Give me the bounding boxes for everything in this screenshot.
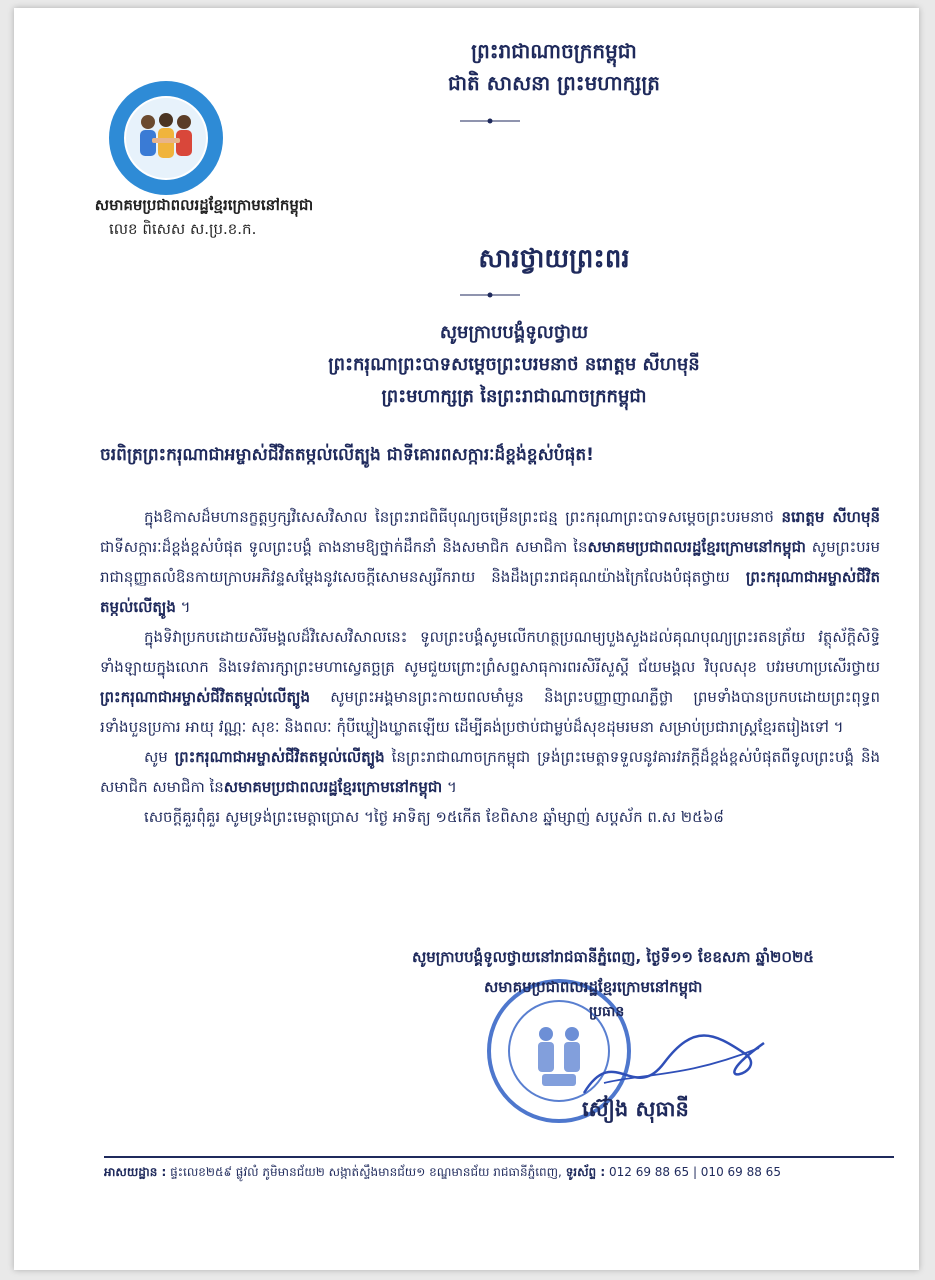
p3-text-b: នៃព្រះរាជាណាចក្រកម្ពុជា ទ្រង់ព្រះមេត្តាទទួលនូវគារវភក្តីដ៏ខ្ពង់ខ្ពស់បំផុតពីទូលព្រះបង្គំ និងសមាជិក សមាជិកា នៃ <box>100 748 880 796</box>
p2-king-title: ព្រះករុណាជាអម្ចាស់ជីវិតតម្កល់លើត្បូង <box>100 688 310 706</box>
national-motto: ជាតិ សាសនា ព្រះមហាក្សត្រ <box>448 71 660 95</box>
p1-king-name: នរោត្តម សីហមុនី <box>781 508 880 526</box>
p3-king-title: ព្រះករុណាជាអម្ចាស់ជីវិតតម្កល់លើត្បូង <box>174 748 385 766</box>
dedication-line-1: សូមក្រាបបង្គំទូលថ្វាយ <box>439 322 589 343</box>
footer-phones: 012 69 88 65 | 010 69 88 65 <box>608 1165 781 1179</box>
place-and-date: សូមក្រាបបង្គំទូលថ្វាយនៅរាជធានីភ្នំពេញ, ថ្ងៃទី១១ ខែឧសភា ឆ្នាំ២០២៥ <box>412 948 814 966</box>
signer-name: ស៊ៀង សុធានី <box>582 1097 689 1121</box>
paragraph-4: សេចក្តីគួរពុំគួរ សូមទ្រង់ព្រះមេត្តាប្រោស ។ថ្ងៃ អាទិត្យ ១៥កើត ខែពិសាខ ឆ្នាំម្សាញ់ សប្តស័ក ព.ស ២៥៦៨ <box>144 808 724 826</box>
letter-body <box>100 502 880 832</box>
letter-page <box>14 8 919 1270</box>
letter-title: សារថ្វាយព្រះពរ <box>478 244 630 274</box>
p1-text-a: ក្នុងឱកាសដ៏មហានក្ខត្តឫក្សវិសេសវិសាល នៃព្រះរាជពិធីបុណ្យចម្រើនព្រះជន្ម ព្រះករុណាព្រះបាទសម្តេចព្រះបរមនាថ <box>144 508 782 526</box>
dedication-line-2: ព្រះករុណាព្រះបាទសម្តេចព្រះបរមនាថ នរោត្តម សីហមុនី <box>328 354 700 375</box>
association-logo-icon <box>106 78 226 198</box>
p3-org-name: សមាគមប្រជាពលរដ្ឋខ្មែរក្រោមនៅកម្ពុជា <box>223 778 443 796</box>
organization-name: សមាគមប្រជាពលរដ្ឋខ្មែរក្រោមនៅកម្ពុជា <box>94 196 314 214</box>
reference-number: លេខ ពិសេស ស.ប្រ.ខ.ក. <box>109 220 257 238</box>
p1-king-title: ព្រះករុណាជាអម្ចាស់ជីវិតតម្កល់លើត្បូង <box>100 568 880 616</box>
p2-text-a: ក្នុងទិវាប្រកបដោយសិរីមង្គលដ៏វិសេសវិសាលនេះ ទូលព្រះបង្គំសូមលើកហត្ថប្រណម្យបួងសួងដល់គុណបុណ្យព្រះរតនត្រ័យ វត្ថុស័ក្តិសិទ្ធិទាំងឡាយក្នុងលោក និងទេវតារក្សាព្រះមហាស្វេតច្ឆត្រ សូមជួយព្រោះព្រំសព្ទសាធុការពរសិរីសួស្តី ជ័យមង្គល វិបុលសុខ បវរមហាប្រសើរថ្វាយ <box>100 628 880 676</box>
association-logo <box>106 78 226 198</box>
footer-address <box>104 1164 904 1182</box>
p1-text-d: ។ <box>175 598 191 616</box>
p2-text-b: សូមព្រះអង្គមានព្រះកាយពលមាំមួន និងព្រះបញ្ញាញាណភ្លឺថ្លា ព្រមទាំងបានប្រកបដោយព្រះពុទ្ធពរទាំងបួនប្រការ អាយុ វណ្ណៈ សុខៈ និងពលៈ កុំបីឃ្លៀងឃ្លាតឡើយ ដើម្បីគង់ប្រថាប់ជាម្លប់ដ៏សុខដុមរមនា សម្រាប់ប្រជារាស្ត្រខ្មែរតរៀងទៅ ។ <box>100 688 880 736</box>
dedication-line-3: ព្រះមហាក្សត្រ នៃព្រះរាជាណាចក្រកម្ពុជា <box>381 386 647 407</box>
p3-text-a: សូម <box>144 748 175 766</box>
paragraph-3 <box>100 742 880 802</box>
p1-text-c: សូមព្រះបរមរាជានុញ្ញាតលំឱនកាយក្រាបអភិវន្ទសម្តែងនូវសេចក្តីសោមនស្សរីករាយ និងដឹងព្រះរាជគុណយ៉ាងក្រៃលែងបំផុតថ្វាយ <box>100 538 880 586</box>
signature-organization: សមាគមប្រជាពលរដ្ឋខ្មែរក្រោមនៅកម្ពុជា <box>484 978 703 996</box>
signer-role: ប្រធាន <box>589 1004 625 1020</box>
ornament-divider-icon <box>460 116 520 126</box>
p1-text-b: ជាទីសក្ការៈដ៏ខ្ពង់ខ្ពស់បំផុត ទូលព្រះបង្គំ តាងនាមឱ្យថ្នាក់ដឹកនាំ និងសមាជិក សមាជិកា នៃ <box>100 538 588 556</box>
kingdom-heading: ព្រះរាជាណាចក្រកម្ពុជា <box>471 39 637 63</box>
footer-divider <box>104 1156 894 1158</box>
footer-address-label: អាសយដ្ឋាន : <box>104 1165 167 1179</box>
paragraph-2 <box>100 622 880 742</box>
footer-phone-label: ទូរស័ព្ទ : <box>565 1165 606 1179</box>
paragraph-1 <box>100 502 880 622</box>
p1-org-name: សមាគមប្រជាពលរដ្ឋខ្មែរក្រោមនៅកម្ពុជា <box>587 538 806 556</box>
p3-text-c: ។ <box>442 778 457 796</box>
footer-address-text: ផ្ទះលេខ២៥៩ ផ្លូវលំ ភូមិមានជ័យ២ សង្កាត់ស្ទឹងមានជ័យ១ ខណ្ឌមានជ័យ រាជធានីភ្នំពេញ, <box>170 1165 562 1179</box>
salutation: ចរពិត្រព្រះករុណាជាអម្ចាស់ជីវិតតម្កល់លើត្បូង ជាទីគោរពសក្ការៈដ៏ខ្ពង់ខ្ពស់បំផុត! <box>100 445 594 465</box>
title-ornament-icon <box>460 290 520 300</box>
